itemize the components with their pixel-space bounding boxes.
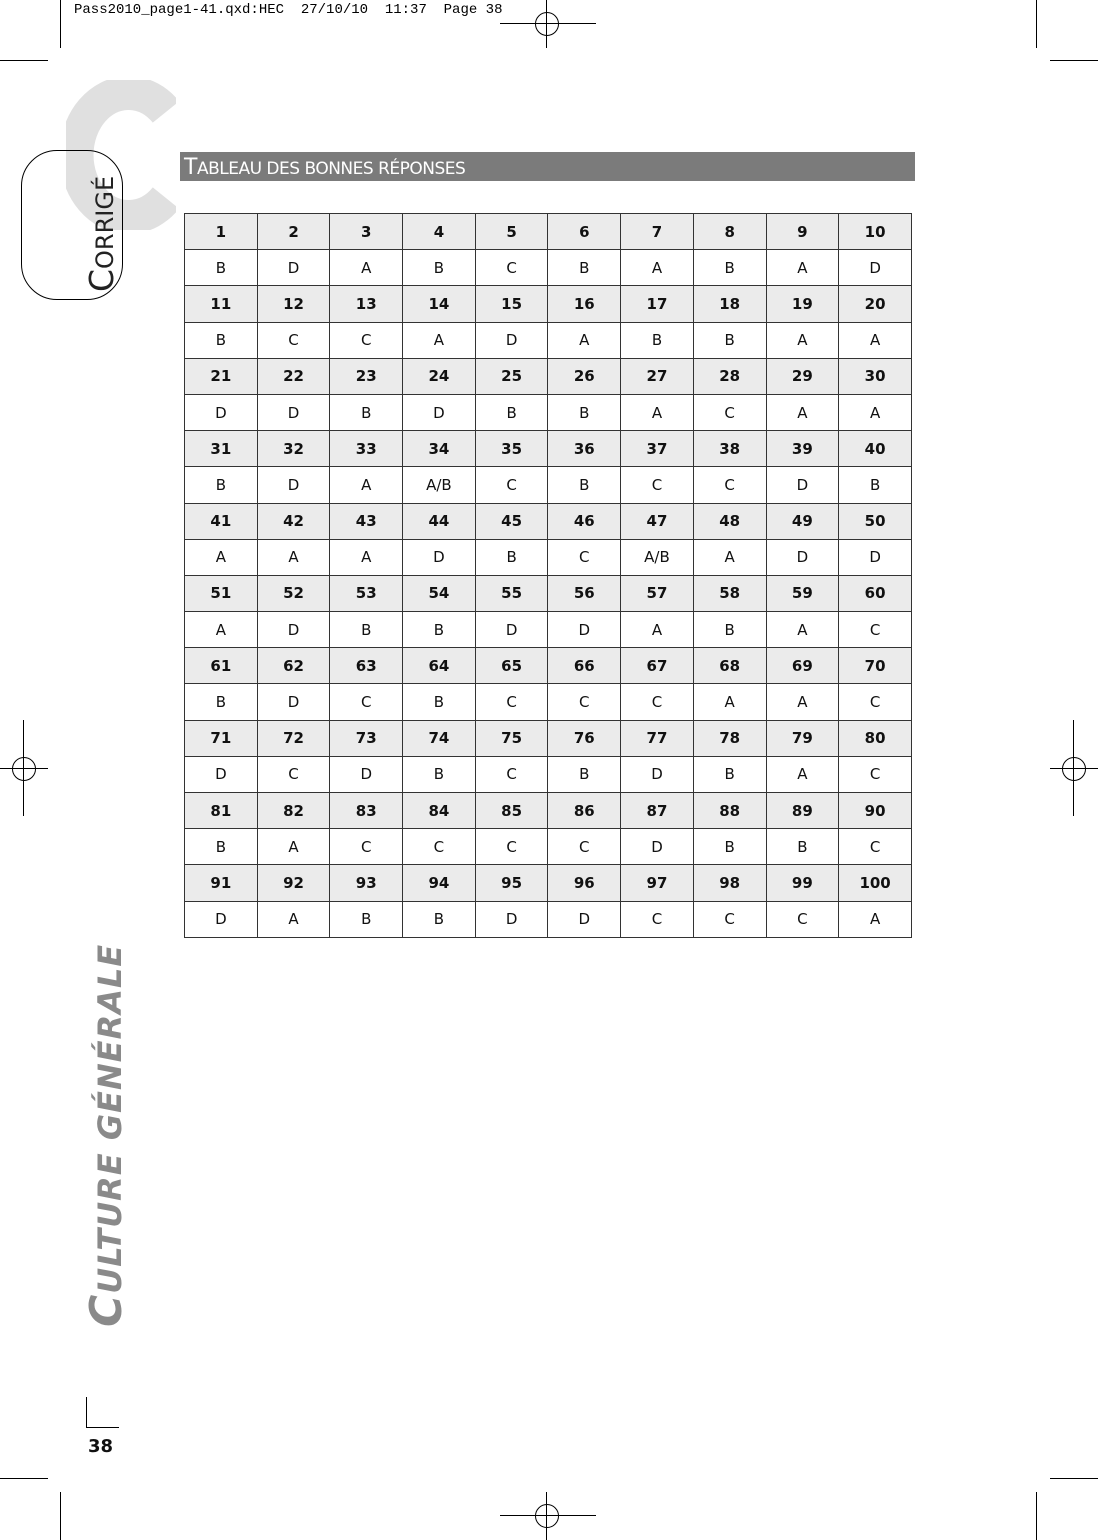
question-number-cell: 73 (330, 720, 403, 756)
question-number-cell: 82 (257, 793, 330, 829)
crop-mark (0, 60, 48, 61)
question-number-cell: 84 (403, 793, 476, 829)
question-number-cell: 70 (839, 648, 912, 684)
question-number-cell: 76 (548, 720, 621, 756)
answer-cell: A (766, 684, 839, 720)
answer-cell: B (330, 394, 403, 430)
answer-cell: C (621, 684, 694, 720)
answer-row (185, 539, 912, 575)
question-number-cell: 42 (257, 503, 330, 539)
answer-cell: B (185, 829, 258, 865)
question-number-cell: 65 (475, 648, 548, 684)
answer-cell: D (548, 901, 621, 937)
answer-cell: B (475, 394, 548, 430)
answer-cell: A (330, 539, 403, 575)
question-number-cell: 27 (621, 358, 694, 394)
answer-cell: B (403, 684, 476, 720)
answer-cell: B (185, 467, 258, 503)
answer-cell: D (257, 612, 330, 648)
question-number-cell: 89 (766, 793, 839, 829)
question-number-cell: 58 (693, 575, 766, 611)
question-number-cell: 9 (766, 214, 839, 250)
page-number-rule (86, 1427, 119, 1428)
question-number-cell: 43 (330, 503, 403, 539)
answer-cell: D (185, 901, 258, 937)
question-number-cell: 53 (330, 575, 403, 611)
question-number-cell: 72 (257, 720, 330, 756)
answer-cell: B (548, 756, 621, 792)
question-number-cell: 93 (330, 865, 403, 901)
answer-cell: A (621, 612, 694, 648)
question-number-row (185, 575, 912, 611)
crop-mark (0, 1478, 48, 1479)
answer-cell: A (185, 539, 258, 575)
answer-cell: D (475, 322, 548, 358)
question-number-cell: 12 (257, 286, 330, 322)
question-number-cell: 31 (185, 431, 258, 467)
answer-cell: A (839, 394, 912, 430)
answer-cell: A (548, 322, 621, 358)
answer-cell: C (839, 684, 912, 720)
answer-cell: C (839, 829, 912, 865)
answer-row (185, 684, 912, 720)
answer-cell: D (766, 539, 839, 575)
question-number-cell: 68 (693, 648, 766, 684)
question-number-cell: 44 (403, 503, 476, 539)
question-number-cell: 29 (766, 358, 839, 394)
answer-cell: A (257, 901, 330, 937)
question-number-cell: 91 (185, 865, 258, 901)
answer-row (185, 322, 912, 358)
question-number-row (185, 503, 912, 539)
answer-cell: B (475, 539, 548, 575)
question-number-cell: 77 (621, 720, 694, 756)
answer-cell: A (766, 322, 839, 358)
answer-cell: D (257, 467, 330, 503)
answer-cell: D (330, 756, 403, 792)
registration-circle-icon (535, 12, 559, 36)
answer-cell: B (621, 322, 694, 358)
question-number-cell: 1 (185, 214, 258, 250)
question-number-cell: 36 (548, 431, 621, 467)
page-number-rule (86, 1397, 87, 1427)
question-number-cell: 47 (621, 503, 694, 539)
answer-cell: C (475, 684, 548, 720)
question-number-cell: 87 (621, 793, 694, 829)
answers-table (184, 213, 912, 938)
question-number-cell: 39 (766, 431, 839, 467)
answer-cell: A (330, 250, 403, 286)
answer-cell: B (766, 829, 839, 865)
crop-mark (60, 1492, 61, 1540)
question-number-cell: 15 (475, 286, 548, 322)
title-initial: T (184, 155, 197, 180)
question-number-cell: 35 (475, 431, 548, 467)
section-rest: ULTURE GÉNÉRALE (91, 943, 129, 1294)
question-number-cell: 14 (403, 286, 476, 322)
answer-cell: C (766, 901, 839, 937)
answer-cell: A (766, 612, 839, 648)
print-slug-line: Pass2010_page1-41.qxd:HEC 27/10/10 11:37 Page 38 (74, 2, 503, 18)
question-number-cell: 22 (257, 358, 330, 394)
answer-cell: A (766, 250, 839, 286)
corrige-initial: C (82, 268, 121, 292)
answer-cell: C (621, 467, 694, 503)
question-number-cell: 24 (403, 358, 476, 394)
answer-cell: C (330, 322, 403, 358)
question-number-cell: 71 (185, 720, 258, 756)
answer-cell: A (766, 756, 839, 792)
answer-cell: B (839, 467, 912, 503)
question-number-cell: 18 (693, 286, 766, 322)
question-number-cell: 28 (693, 358, 766, 394)
section-label (81, 943, 132, 1327)
title-rest: ABLEAU DES BONNES RÉPONSES (196, 159, 466, 179)
answer-cell: A (403, 322, 476, 358)
question-number-cell: 96 (548, 865, 621, 901)
answer-cell: A (621, 394, 694, 430)
registration-circle-icon (12, 757, 36, 781)
question-number-cell: 33 (330, 431, 403, 467)
question-number-cell: 2 (257, 214, 330, 250)
question-number-cell: 78 (693, 720, 766, 756)
question-number-cell: 52 (257, 575, 330, 611)
answer-cell: C (839, 612, 912, 648)
answer-cell: A (693, 684, 766, 720)
question-number-cell: 79 (766, 720, 839, 756)
question-number-row (185, 648, 912, 684)
question-number-cell: 97 (621, 865, 694, 901)
answer-cell: A (257, 539, 330, 575)
answer-cell: A (693, 539, 766, 575)
question-number-cell: 26 (548, 358, 621, 394)
answer-cell: D (403, 394, 476, 430)
question-number-cell: 69 (766, 648, 839, 684)
answer-cell: A/B (403, 467, 476, 503)
answer-cell: B (693, 612, 766, 648)
question-number-cell: 16 (548, 286, 621, 322)
answer-row (185, 829, 912, 865)
corrige-badge-label (84, 176, 120, 292)
answer-cell: C (257, 322, 330, 358)
question-number-cell: 92 (257, 865, 330, 901)
question-number-cell: 37 (621, 431, 694, 467)
crop-mark (1036, 1492, 1037, 1540)
answer-cell: B (185, 250, 258, 286)
question-number-cell: 46 (548, 503, 621, 539)
answer-cell: D (185, 756, 258, 792)
answer-cell: C (693, 467, 766, 503)
question-number-cell: 98 (693, 865, 766, 901)
answer-cell: D (839, 539, 912, 575)
answer-cell: B (403, 612, 476, 648)
question-number-cell: 23 (330, 358, 403, 394)
answer-cell: C (621, 901, 694, 937)
question-number-cell: 81 (185, 793, 258, 829)
question-number-cell: 5 (475, 214, 548, 250)
answer-cell: C (403, 829, 476, 865)
question-number-cell: 62 (257, 648, 330, 684)
question-number-cell: 64 (403, 648, 476, 684)
answer-cell: A (621, 250, 694, 286)
question-number-cell: 55 (475, 575, 548, 611)
answer-cell: C (475, 250, 548, 286)
answer-cell: C (548, 539, 621, 575)
question-number-cell: 49 (766, 503, 839, 539)
answer-cell: A (185, 612, 258, 648)
crop-mark (1050, 60, 1098, 61)
question-number-row (185, 431, 912, 467)
question-number-cell: 11 (185, 286, 258, 322)
question-number-cell: 20 (839, 286, 912, 322)
answer-row (185, 467, 912, 503)
crop-mark (1050, 1478, 1098, 1479)
answer-cell: B (693, 756, 766, 792)
answer-cell: C (693, 901, 766, 937)
question-number-cell: 95 (475, 865, 548, 901)
answer-cell: A (330, 467, 403, 503)
answer-cell: D (548, 612, 621, 648)
question-number-row (185, 793, 912, 829)
answer-cell: C (548, 829, 621, 865)
question-number-cell: 60 (839, 575, 912, 611)
question-number-row (185, 358, 912, 394)
question-number-cell: 4 (403, 214, 476, 250)
question-number-cell: 75 (475, 720, 548, 756)
answer-cell: D (621, 829, 694, 865)
answer-cell: C (475, 756, 548, 792)
question-number-cell: 50 (839, 503, 912, 539)
answer-cell: D (257, 684, 330, 720)
corrige-rest: ORRIGÉ (91, 175, 119, 269)
question-number-cell: 17 (621, 286, 694, 322)
answer-cell: B (693, 322, 766, 358)
question-number-cell: 10 (839, 214, 912, 250)
page-title (184, 155, 465, 180)
answer-cell: D (185, 394, 258, 430)
answer-cell: D (257, 250, 330, 286)
question-number-cell: 85 (475, 793, 548, 829)
answer-row (185, 394, 912, 430)
crop-mark (1036, 0, 1037, 48)
question-number-row (185, 286, 912, 322)
question-number-cell: 38 (693, 431, 766, 467)
answer-cell: B (403, 250, 476, 286)
answer-row (185, 901, 912, 937)
question-number-cell: 34 (403, 431, 476, 467)
answer-cell: B (185, 322, 258, 358)
answer-cell: C (693, 394, 766, 430)
question-number-cell: 41 (185, 503, 258, 539)
answer-cell: B (403, 756, 476, 792)
question-number-row (185, 720, 912, 756)
answer-cell: C (257, 756, 330, 792)
answer-cell: D (766, 467, 839, 503)
question-number-cell: 54 (403, 575, 476, 611)
question-number-cell: 61 (185, 648, 258, 684)
question-number-cell: 63 (330, 648, 403, 684)
answer-cell: A (766, 394, 839, 430)
question-number-row (185, 865, 912, 901)
section-initial: C (81, 1293, 132, 1327)
answer-cell: C (839, 756, 912, 792)
question-number-cell: 45 (475, 503, 548, 539)
question-number-cell: 21 (185, 358, 258, 394)
question-number-cell: 59 (766, 575, 839, 611)
question-number-cell: 99 (766, 865, 839, 901)
answer-cell: B (548, 467, 621, 503)
question-number-cell: 3 (330, 214, 403, 250)
answer-cell: A (839, 901, 912, 937)
answer-cell: D (839, 250, 912, 286)
answer-cell: D (257, 394, 330, 430)
answer-cell: B (548, 250, 621, 286)
answer-cell: B (693, 250, 766, 286)
question-number-cell: 94 (403, 865, 476, 901)
question-number-cell: 7 (621, 214, 694, 250)
registration-circle-icon (535, 1504, 559, 1528)
answer-cell: A (257, 829, 330, 865)
question-number-cell: 88 (693, 793, 766, 829)
question-number-cell: 67 (621, 648, 694, 684)
question-number-cell: 19 (766, 286, 839, 322)
question-number-cell: 57 (621, 575, 694, 611)
question-number-cell: 6 (548, 214, 621, 250)
answer-cell: C (475, 467, 548, 503)
registration-circle-icon (1062, 757, 1086, 781)
answer-cell: C (330, 829, 403, 865)
answer-cell: A/B (621, 539, 694, 575)
question-number-cell: 30 (839, 358, 912, 394)
answer-cell: B (403, 901, 476, 937)
answer-row (185, 756, 912, 792)
question-number-cell: 66 (548, 648, 621, 684)
answer-row (185, 612, 912, 648)
question-number-cell: 48 (693, 503, 766, 539)
answer-cell: C (330, 684, 403, 720)
crop-mark (60, 0, 61, 48)
question-number-cell: 74 (403, 720, 476, 756)
section-title-bar (180, 152, 915, 181)
question-number-cell: 13 (330, 286, 403, 322)
question-number-cell: 56 (548, 575, 621, 611)
question-number-cell: 86 (548, 793, 621, 829)
answer-cell: B (548, 394, 621, 430)
answer-cell: B (185, 684, 258, 720)
answer-row (185, 250, 912, 286)
answer-cell: B (693, 829, 766, 865)
page-number: 38 (88, 1436, 114, 1457)
answer-cell: B (330, 612, 403, 648)
answer-cell: D (475, 901, 548, 937)
question-number-cell: 40 (839, 431, 912, 467)
answer-cell: C (475, 829, 548, 865)
question-number-cell: 25 (475, 358, 548, 394)
question-number-row (185, 214, 912, 250)
answer-cell: D (621, 756, 694, 792)
answer-cell: D (403, 539, 476, 575)
answer-cell: A (839, 322, 912, 358)
question-number-cell: 90 (839, 793, 912, 829)
question-number-cell: 100 (839, 865, 912, 901)
answer-cell: D (475, 612, 548, 648)
question-number-cell: 51 (185, 575, 258, 611)
question-number-cell: 80 (839, 720, 912, 756)
question-number-cell: 8 (693, 214, 766, 250)
answer-cell: B (330, 901, 403, 937)
question-number-cell: 32 (257, 431, 330, 467)
answer-cell: C (548, 684, 621, 720)
question-number-cell: 83 (330, 793, 403, 829)
